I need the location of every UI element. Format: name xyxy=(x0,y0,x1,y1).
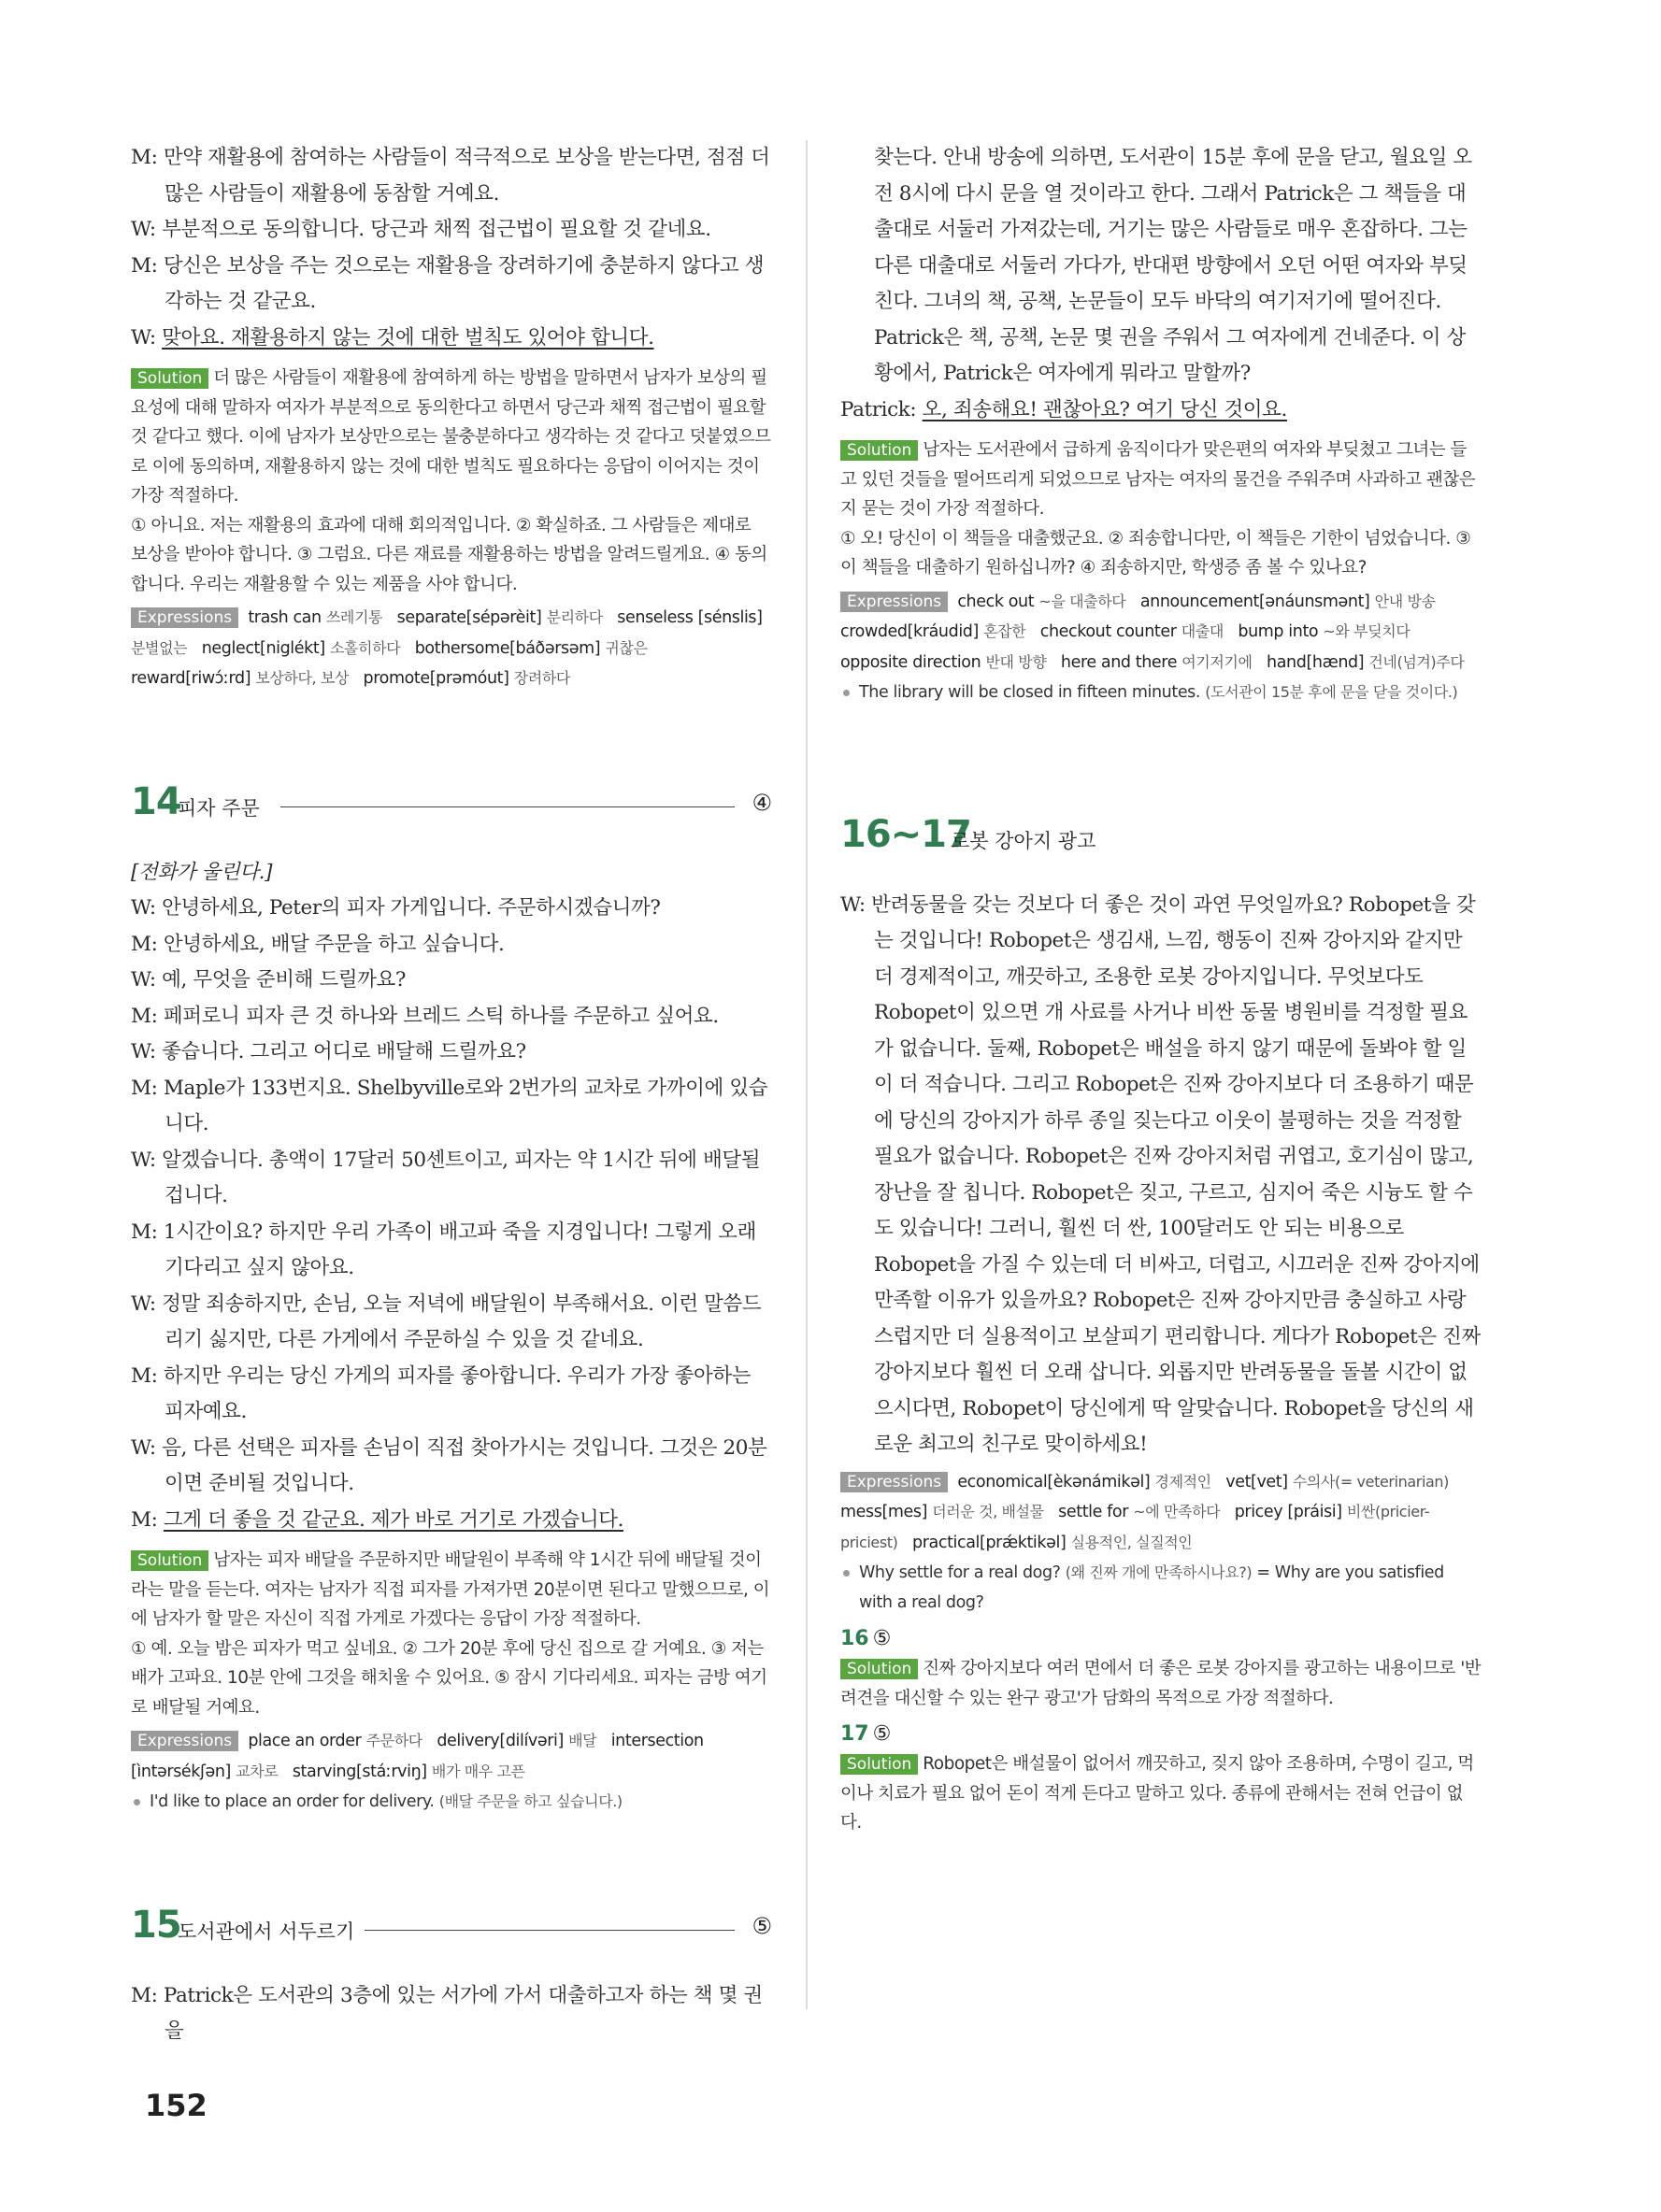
heading-rule xyxy=(280,806,735,808)
column-divider xyxy=(806,140,808,2009)
dialogue-line: W: 알겠습니다. 총액이 17달러 50센트이고, 피자는 약 1시간 뒤에 배달될 겁니다. xyxy=(131,1148,761,1207)
expressions-badge: Expressions xyxy=(131,607,238,628)
solution-badge: Solution xyxy=(840,440,918,461)
expressions-badge: Expressions xyxy=(840,1472,948,1492)
q15-solution: Solution 남자는 도서관에서 급하게 움직이다가 맞은편의 여자와 부딪쳤고 그녀는 들고 있던 것들을 떨어뜨리게 되었으므로 남자는 여자의 물건을 주워주며 사과하고 괜찮은지 묻는 것이 가장 적절하다. ① 오! 당신이 이 책들을 대출했군요. ② 죄송합니다만, 이 책들은 기한이 넘었습니다. ③ 이 책들을 대출하기 원하십니까? ④ 죄송하지만, 학생증 좀 볼 수 있나요? xyxy=(840,435,1482,583)
q13-solution: Solution 더 많은 사람들이 재활용에 참여하게 하는 방법을 말하면서 남자가 보상의 필요성에 대해 말하자 여자가 부분적으로 동의한다고 하면서 당근과 채찍 접근법이 필요할 것 같다고 했다. 이에 남자가 보상만으로는 불충분하다고 생각하는 것 같다고 덧붙였으므로 이에 동의하며, 재활용하지 않는 것에 대한 벌칙도 필요하다는 응답이 이어지는 것이 가장 적절하다. ① 아니요. 저는 재활용의 효과에 대해 회의적입니다. ② 확실하죠. 그 사람들은 제대로 보상을 받아야 합니다. ③ 그럼요. 다른 재료를 재활용하는 방법을 알려드릴게요. ④ 동의합니다. 우리는 재활용할 수 있는 제품을 사야 합니다. xyxy=(131,364,772,599)
q16-answer-heading: 16 ⑤ xyxy=(840,1627,892,1650)
page-number: 152 xyxy=(145,2088,208,2123)
heading-rule xyxy=(365,1930,735,1932)
dialogue-line: W: 음, 다른 선택은 피자를 손님이 직접 찾아가시는 것입니다. 그것은 20분이면 준비될 것입니다. xyxy=(131,1435,767,1495)
q16-17-expressions: Expressions economical[èkənámikəl] 경제적인 vet[vet] 수의사(= veterinarian) mess[mes] 더러운 것, 배설물 settle for ~에 만족하다 pricey [práisi] 비싼(pricier-priciest) practical[prǽktikəl] 실용적인, 실질적인 Why settle for a real dog? (왜 진짜 개에 만족하시나요?) = Why are you satisfied with a real dog? xyxy=(840,1467,1482,1619)
dialogue-answer-line: M: 그게 더 좋을 것 같군요. 제가 바로 거기로 가겠습니다. xyxy=(131,1507,623,1532)
left-column xyxy=(131,140,772,2050)
dialogue-line: W: 정말 죄송하지만, 손님, 오늘 저녁에 배달원이 부족해서요. 이런 말씀드리기 싫지만, 다른 가게에서 주문하실 수 있을 것 같네요. xyxy=(131,1292,762,1351)
q16-17-heading xyxy=(840,811,1482,863)
answer-mark: ④ xyxy=(752,789,772,816)
q17-answer-heading: 17 ⑤ xyxy=(840,1722,892,1746)
solution-badge: Solution xyxy=(840,1659,918,1679)
dialogue-line: W: 부분적으로 동의합니다. 당근과 채찍 접근법이 필요할 것 같네요. xyxy=(131,218,711,241)
question-title: 로봇 강아지 광고 xyxy=(951,829,1096,852)
question-number: 14 xyxy=(131,779,181,823)
question-title: 피자 주문 xyxy=(178,796,260,820)
dialogue-answer-line: W: 맞아요. 재활용하지 않는 것에 대한 벌칙도 있어야 합니다. xyxy=(131,325,654,350)
example-sentence: Why settle for a real dog? (왜 진짜 개에 만족하시나요?) = Why are you satisfied with a real dog? xyxy=(840,1558,1482,1618)
q15-heading xyxy=(131,1902,772,1954)
question-number: 15 xyxy=(131,1903,181,1947)
q14-expressions: Expressions place an order 주문하다 delivery[dilívəri] 배달 intersection [ìntərsékʃən] 교차로 starving[stáːrviŋ] 배가 매우 고픈 I'd like to place an order for delivery. (배달 주문을 하고 싶습니다.) xyxy=(131,1726,772,1818)
q15-answer-line: Patrick: 오, 죄송해요! 괜찮아요? 여기 당신 것이요. xyxy=(840,397,1287,421)
dialogue-line: M: 안녕하세요, 배달 주문을 하고 싶습니다. xyxy=(131,932,505,956)
q15-choices: ① 오! 당신이 이 책들을 대출했군요. ② 죄송합니다만, 이 책들은 기한이 넘었습니다. ③ 이 책들을 대출하기 원하십니까? ④ 죄송하지만, 학생증 좀 볼 수 있나요? xyxy=(840,528,1471,578)
example-sentence: The library will be closed in fifteen minutes. (도서관이 15분 후에 문을 닫을 것이다.) xyxy=(840,678,1482,708)
expressions-badge: Expressions xyxy=(131,1731,238,1751)
expressions-badge: Expressions xyxy=(840,592,948,612)
solution-badge: Solution xyxy=(131,368,208,389)
q15-narration-start: M: Patrick은 도서관의 3층에 있는 서가에 가서 대출하고자 하는 책 몇 권을 xyxy=(131,1983,763,2043)
q13-expressions: Expressions trash can 쓰레기통 separate[sépərèit] 분리하다 senseless [sénslis] 분별없는 neglect[niglékt] 소홀히하다 bothersome[báðərsəm] 귀찮은 reward[riwɔ́ːrd] 보상하다, 보상 promote[prəmóut] 장려하다 xyxy=(131,608,763,688)
solution-badge: Solution xyxy=(840,1754,918,1775)
q14-dialogue xyxy=(131,855,772,1539)
dialogue-line: M: 당신은 보상을 주는 것으로는 재활용을 장려하기에 충분하지 않다고 생각하는 것 같군요. xyxy=(131,253,765,313)
solution-badge: Solution xyxy=(131,1550,208,1571)
q14-choices: ① 예. 오늘 밤은 피자가 먹고 싶네요. ② 그가 20분 후에 당신 집으로 갈 거예요. ③ 저는 배가 고파요. 10분 안에 그것을 해치울 수 있어요. ⑤ 잠시 기다리세요. 피자는 금방 여기로 배달될 거예요. xyxy=(131,1638,767,1718)
dialogue-line: M: Maple가 133번지요. Shelbyville로와 2번가의 교차로 가까이에 있습니다. xyxy=(131,1076,768,1135)
dialogue-line: W: 좋습니다. 그리고 어디로 배달해 드릴까요? xyxy=(131,1040,526,1063)
example-sentence: I'd like to place an order for delivery. (배달 주문을 하고 싶습니다.) xyxy=(131,1787,772,1818)
q13-dialogue xyxy=(131,140,772,356)
q16-solution: Solution 진짜 강아지보다 여러 면에서 더 좋은 로봇 강아지를 광고하는 내용이므로 '반려견을 대신할 수 있는 완구 광고'가 담화의 목적으로 가장 적절하다. xyxy=(840,1659,1482,1708)
stage-direction: [전화가 울린다.] xyxy=(131,860,273,884)
question-number: 16~17 xyxy=(840,812,971,856)
dialogue-line: M: 하지만 우리는 당신 가게의 피자를 좋아합니다. 우리가 가장 좋아하는 피자예요. xyxy=(131,1363,752,1423)
dialogue-line: M: 페퍼로니 피자 큰 것 하나와 브레드 스틱 하나를 주문하고 싶어요. xyxy=(131,1004,719,1028)
q16-17-monologue: W: 반려동물을 갖는 것보다 더 좋은 것이 과연 무엇일까요? Robopet을 갖는 것입니다! Robopet은 생김새, 느낌, 행동이 진짜 강아지와 같지만 더 경제적이고, 깨끗하고, 조용한 로봇 강아지입니다. 무엇보다도 Robopet이 있으면 개 사료를 사거나 비싼 동물 병원비를 걱정할 필요가 없습니다. 둘째, Robopet은 배설을 하지 않기 때문에 돌봐야 할 일이 더 적습니다. 그리고 Robopet은 진짜 강아지보다 더 조용하기 때문에 당신의 강아지가 하루 종일 짖는다고 이웃이 불평하는 것을 걱정할 필요가 없습니다. Robopet은 진짜 강아지처럼 귀엽고, 호기심이 많고, 장난을 잘 칩니다. Robopet은 짖고, 구르고, 심지어 죽은 시늉도 할 수도 있습니다! 그러니, 훨씬 더 싼, 100달러도 안 되는 비용으로 Robopet을 가질 수 있는데 더 비싸고, 더럽고, 시끄러운 진짜 강아지에 만족할 이유가 있을까요? Robopet은 진짜 강아지만큼 충실하고 사랑스럽지만 더 실용적이고 보살피기 편리합니다. 게다가 Robopet은 진짜 강아지보다 훨씬 더 오래 삽니다. 외롭지만 반려동물을 돌볼 시간이 없으시다면, Robopet이 당신에게 딱 알맞습니다. Robopet을 당신의 새로운 최고의 친구로 맞이하세요! xyxy=(840,892,1481,1456)
right-column xyxy=(840,140,1482,1838)
q17-solution: Solution Robopet은 배설물이 없어서 깨끗하고, 짖지 않아 조용하며, 수명이 길고, 먹이나 치료가 필요 없어 돈이 적게 든다고 말하고 있다. 종류에 관해서는 전혀 언급이 없다. xyxy=(840,1754,1474,1833)
q15-narration-cont: 찾는다. 안내 방송에 의하면, 도서관이 15분 후에 문을 닫고, 월요일 오전 8시에 다시 문을 열 것이라고 한다. 그래서 Patrick은 그 책들을 대출대로 서둘러 가져갔는데, 거기는 많은 사람들로 매우 혼잡하다. 그는 다른 대출대로 서둘러 가다가, 반대편 방향에서 오던 어떤 여자와 부딪친다. 그녀의 책, 공책, 논문들이 모두 바닥의 여기저기에 떨어진다. Patrick은 책, 공책, 논문 몇 권을 주워서 그 여자에게 건네준다. 이 상황에서, Patrick은 여자에게 뭐라고 말할까? xyxy=(874,146,1472,385)
question-title: 도서관에서 서두르기 xyxy=(178,1919,355,1943)
q15-expressions: Expressions check out ~을 대출하다 announcement[ənáunsmənt] 안내 방송 crowded[kráudid] 혼잡한 checkout counter 대출대 bump into ~와 부딪치다 opposite direction 반대 방향 here and there 여기저기에 hand[hænd] 건네(넘겨)주다 The library will be closed in fifteen minutes. (도서관이 15분 후에 문을 닫을 것이다.) xyxy=(840,587,1482,708)
answer-mark: ⑤ xyxy=(752,1912,772,1939)
dialogue-line: M: 1시간이요? 하지만 우리 가족이 배고파 죽을 지경입니다! 그렇게 오래 기다리고 싶지 않아요. xyxy=(131,1220,756,1279)
q14-solution: Solution 남자는 피자 배달을 주문하지만 배달원이 부족해 약 1시간 뒤에 배달될 것이라는 말을 듣는다. 여자는 남자가 직접 피자를 가져가면 20분이면 된다고 말했으므로, 이에 남자가 할 말은 자신이 직접 가게로 가겠다는 응답이 가장 적절하다. ① 예. 오늘 밤은 피자가 먹고 싶네요. ② 그가 20분 후에 당신 집으로 갈 거예요. ③ 저는 배가 고파요. 10분 안에 그것을 해치울 수 있어요. ⑤ 잠시 기다리세요. 피자는 금방 여기로 배달될 거예요. xyxy=(131,1546,772,1722)
dialogue-line: W: 안녕하세요, Peter의 피자 가게입니다. 주문하시겠습니까? xyxy=(131,896,661,920)
dialogue-line: W: 예, 무엇을 준비해 드릴까요? xyxy=(131,968,407,992)
q14-heading xyxy=(131,778,772,831)
q13-choices: ① 아니요. 저는 재활용의 효과에 대해 회의적입니다. ② 확실하죠. 그 사람들은 제대로 보상을 받아야 합니다. ③ 그럼요. 다른 재료를 재활용하는 방법을 알려드릴게요. ④ 동의합니다. 우리는 재활용할 수 있는 제품을 사야 합니다. xyxy=(131,515,767,594)
dialogue-line: M: 만약 재활용에 참여하는 사람들이 적극적으로 보상을 받는다면, 점점 더 많은 사람들이 재활용에 동참할 거예요. xyxy=(131,146,770,206)
